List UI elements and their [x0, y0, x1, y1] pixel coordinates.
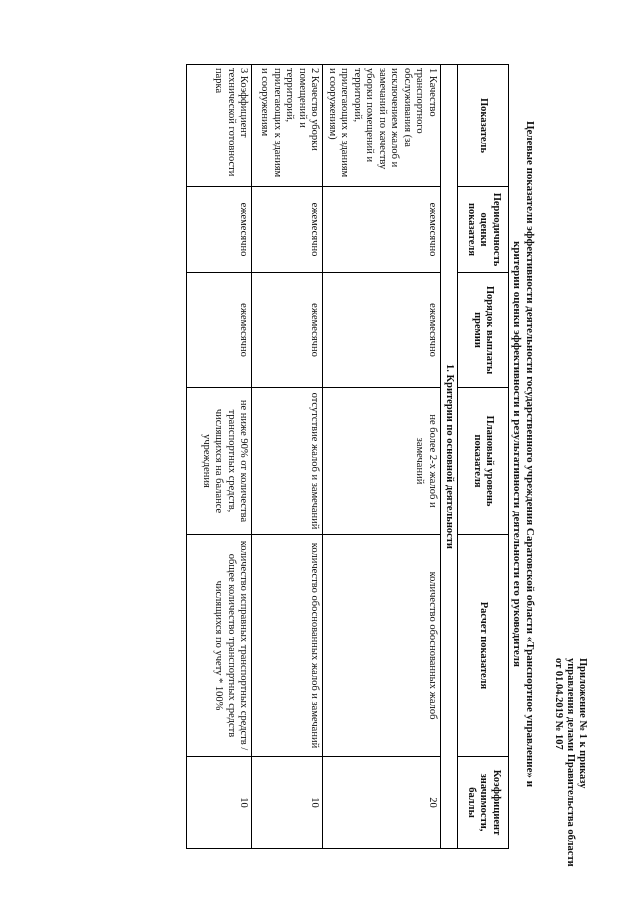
appendix-line-3: от 01.04.2019 № 107: [553, 658, 564, 750]
table-row: [323, 65, 441, 849]
cell-payout: ежемесячно: [323, 273, 441, 388]
cell-plan: не ниже 90% от количества транспортных средств, числящихся на балансе учреждения: [187, 388, 252, 535]
header-calc: Расчет показателя: [458, 535, 509, 757]
section-label: 1. Критерии по основной деятельности: [441, 65, 458, 849]
cell-payout: ежемесячно: [187, 273, 252, 388]
cell-weight: 10: [187, 757, 252, 849]
cell-indicator: 2 Качество уборки помещений и территорий, прилегающих к зданиям и сооружениям: [252, 65, 323, 187]
cell-indicator: 3 Коэффициент технической готовности парка: [187, 65, 252, 187]
appendix-line-2: управления делами Правительства области: [565, 658, 576, 867]
table-header-row: [458, 65, 509, 849]
cell-period: ежемесячно: [252, 187, 323, 273]
table-row: [252, 65, 323, 849]
appendix-note: [552, 658, 588, 867]
header-payout: Порядок выплаты премии: [458, 273, 509, 388]
section-row: [441, 65, 458, 849]
header-indicator: Показатель: [458, 65, 509, 187]
cell-calc: количество обоснованных жалоб: [323, 535, 441, 757]
indicators-table: [187, 64, 510, 849]
header-plan: Плановый уровень показателя: [458, 388, 509, 535]
header-weight: Коэффициент значимости, баллы: [458, 757, 509, 849]
header-period: Периодичность оценки показателя: [458, 187, 509, 273]
document-title: [510, 64, 536, 844]
cell-calc: количество исправных транспортных средств / общее количество транспортных средств числящихся по учету * 100%: [187, 535, 252, 757]
document-title-line-2: критерии оценки эффективности и результативности деятельности его руководителя: [511, 241, 523, 667]
cell-plan: отсутствие жалоб и замечаний: [252, 388, 323, 535]
cell-plan: не более 2-х жалоб и замечаний: [323, 388, 441, 535]
cell-weight: 10: [252, 757, 323, 849]
table-row: [187, 65, 252, 849]
document-title-line-1: Целевые показатели эффективности деятельности государственного учреждения Саратовской области «Транспортное управление» и: [524, 120, 536, 788]
cell-weight: 20: [323, 757, 441, 849]
cell-period: ежемесячно: [187, 187, 252, 273]
cell-indicator: 1 Качество транспортного обслуживания (за исключением жалоб и замечаний по качеству уборки помещений и территорий, прилегающих к зданиям и сооружениям): [323, 65, 441, 187]
cell-calc: количество обоснованных жалоб и замечаний: [252, 535, 323, 757]
cell-period: ежемесячно: [323, 187, 441, 273]
appendix-line-1: Приложение № 1 к приказу: [577, 658, 588, 789]
cell-payout: ежемесячно: [252, 273, 323, 388]
